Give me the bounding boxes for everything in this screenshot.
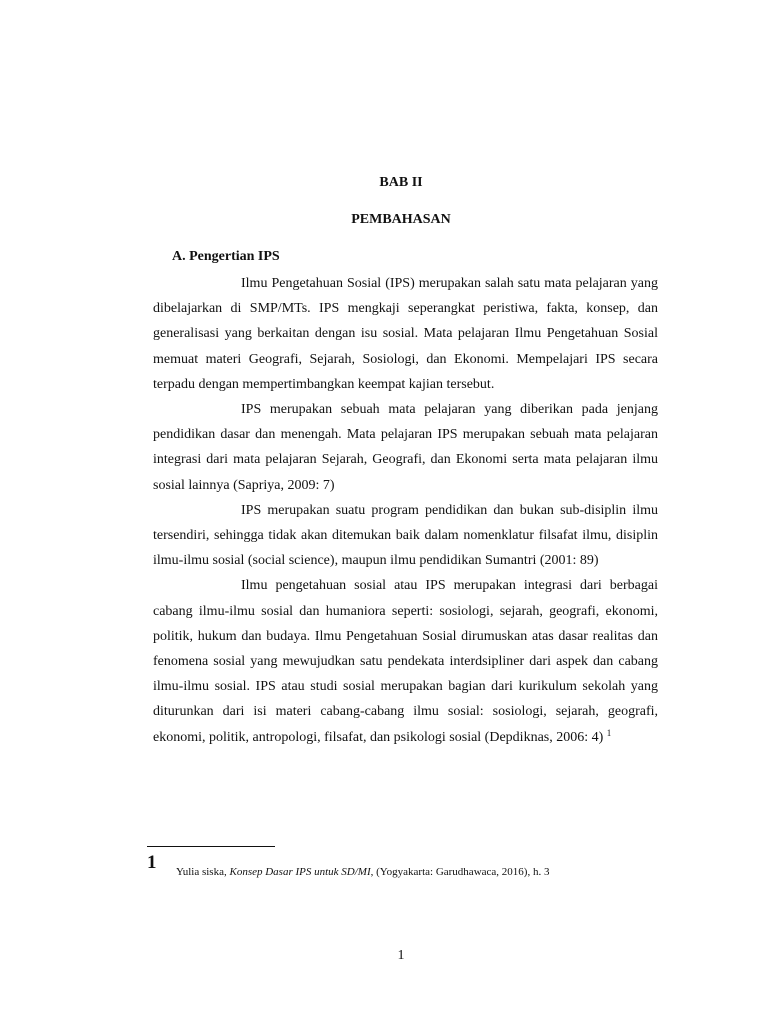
paragraph-text: Ilmu pengetahuan sosial atau IPS merupakan integrasi dari berbagai cabang ilmu-ilmu sosial dan humaniora seperti: sosiologi, sejarah, geografi, ekonomi, politik, hukum dan budaya. Ilmu Pengetahuan Sosial dirumuskan atas dasar realitas dan fenomena sosial yang mewujudkan satu pendekata interdsipliner dari aspek dan cabang ilmu-ilmu sosial. IPS atau studi sosial merupakan bagian dari kurikulum sekolah yang diturunkan dari isi materi cabang-cabang ilmu sosial: sosiologi, sejarah, geografi, ekonomi, politik, antropologi, filsafat, dan psikologi sosial (Depdiknas, 2006: 4) (153, 578, 658, 745)
footnote-reference[interactable]: 1 (606, 727, 612, 738)
footnote-separator (147, 846, 275, 847)
chapter-heading: BAB II (379, 175, 423, 190)
section-heading: A. Pengertian IPS (172, 249, 280, 264)
footnote-text (176, 866, 549, 878)
body-text (153, 271, 658, 750)
paragraph: IPS merupakan suatu program pendidikan dan bukan sub-disiplin ilmu tersendiri, sehingga tidak akan ditemukan baik dalam nomenklatur filsafat ilmu, disiplin ilmu-ilmu sosial (social science), maupun ilmu pendidikan Sumantri (2001: 89) (153, 502, 658, 569)
footnote-number: 1 (147, 852, 157, 873)
paragraph-with-footnote (153, 573, 658, 749)
chapter-title: PEMBAHASAN (351, 212, 451, 227)
footnote-author: Yulia siska, (176, 866, 227, 878)
paragraph: Ilmu Pengetahuan Sosial (IPS) merupakan salah satu mata pelajaran yang dibelajarkan di SMP/MTs. IPS mengkaji seperangkat peristiwa, fakta, konsep, dan generalisasi yang berkaitan dengan isu sosial. Mata pelajaran Ilmu Pengetahuan Sosial memuat materi Geografi, Sejarah, Sosiologi, dan Ekonomi. Mempelajari IPS secara terpadu dengan mempertimbangkan keempat kajian tersebut. (153, 276, 658, 392)
page-number: 1 (397, 948, 405, 963)
footnote-publication: , (Yogyakarta: Garudhawaca, 2016), h. 3 (370, 866, 550, 878)
footnote-book-title: Konsep Dasar IPS untuk SD/MI (229, 866, 371, 878)
paragraph: IPS merupakan sebuah mata pelajaran yang diberikan pada jenjang pendidikan dasar dan menengah. Mata pelajaran IPS merupakan sebuah mata pelajaran integrasi dari mata pelajaran Sejarah, Geografi, dan Ekonomi serta mata pelajaran ilmu sosial lainnya (Sapriya, 2009: 7) (153, 402, 658, 493)
